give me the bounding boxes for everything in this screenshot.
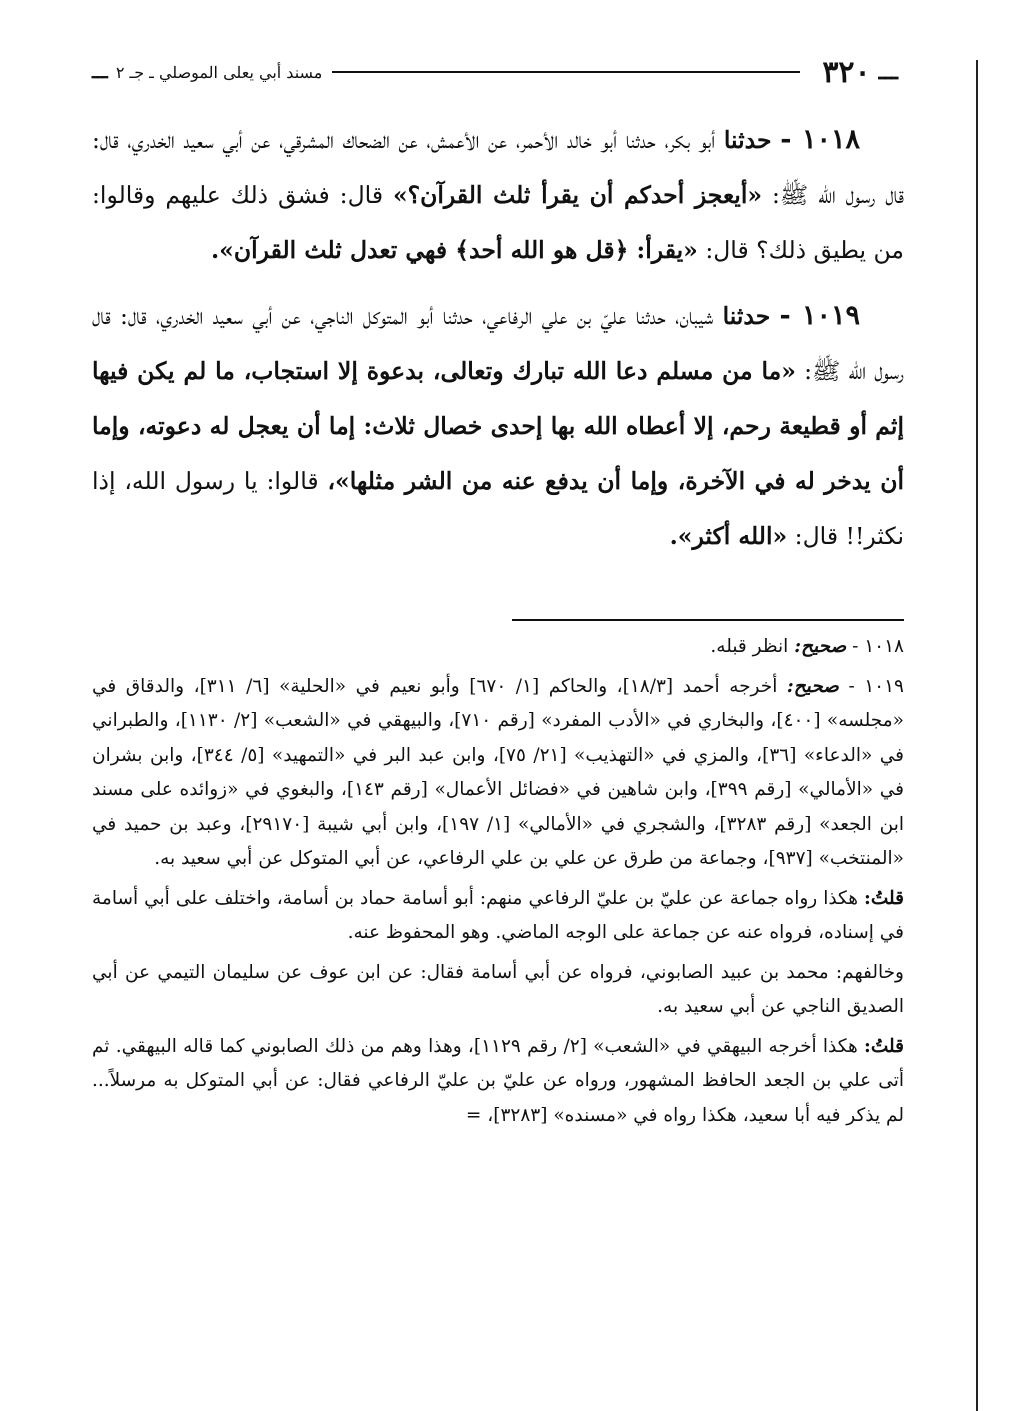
footnote-text: وخالفهم: محمد بن عبيد الصابوني، فرواه عن أبي أسامة فقال: عن ابن عوف عن سليمان التيمي عن أبي الصديق الناجي عن أبي سعيد به. xyxy=(92,961,904,1017)
footnote-1018 xyxy=(92,630,904,665)
header-rule xyxy=(332,71,800,73)
hadith-1019 xyxy=(92,288,904,564)
footnote-text: هكذا أخرجه البيهقي في «الشعب» [٢/ رقم ١١٢٩]، وهذا وهم من ذلك الصابوني كما قاله البيهقي. ثم أتى علي بن الجعد الحافظ المشهور، ورواه عن عليّ بن عليّ الرفاعي فقال: عن أبي المتوكل به مرسلاً... لم يذكر فيه أبا سعيد، هكذا رواه في «مسنده» [٣٢٨٣]، xyxy=(92,1035,904,1126)
footnote-qult-1 xyxy=(92,882,904,951)
prophetic-text: «أيعجز أحدكم أن يقرأ ثلث القرآن؟» xyxy=(392,181,763,209)
prophetic-text: «ما من مسلم دعا الله تبارك وتعالى، بدعوة إلا استجاب، ما لم يكن فيها إثم أو قطيعة رحم، إلا أعطاه الله بها إحدى خصال ثلاث: إما أن يعجل له دعوته، وإما أن يدخر له في الآخرة، وإما أن يدفع عنه من الشر مثلها»، xyxy=(92,357,904,495)
narration-text: قال: فشق ذلك عليهم وقالوا: من يطيق ذلك؟ قال: xyxy=(92,181,904,264)
page-number: ٣٢٠ xyxy=(822,54,871,90)
header-dash: ـــ xyxy=(878,59,898,85)
book-title: مسند أبي يعلى الموصلي ـ جـ ٢ xyxy=(115,62,323,82)
hadith-number: ١٠١٨ - xyxy=(780,124,860,155)
prophetic-text: «الله أكثر». xyxy=(669,522,788,550)
footnote-text: هكذا رواه جماعة عن عليّ بن عليّ الرفاعي منهم: أبو أسامة حماد بن أسامة، واختلف على أبي أسامة في إسناده، فرواه عنه عن جماعة على الوجه الماضي. وهو المحفوظ عنه. xyxy=(92,887,904,943)
qult-label: قلتُ: xyxy=(864,887,904,909)
hadith-number: ١٠١٩ - xyxy=(779,300,860,331)
footnote-number: ١٠١٩ - xyxy=(848,675,904,697)
hadith-chain: أبو بكر، حدثنا أبو خالد الأحمر، عن الأعمش، عن الضحاك المشرقي، عن أبي سعيد الخدري، قال: قال رسول الله ﷺ: xyxy=(92,126,904,209)
footnote-text: أخرجه أحمد [١٨/٣]، والحاكم [١/ ٦٧٠] وأبو نعيم في «الحلية» [٦/ ٣١١]، والدقاق في «مجلسه» [٤٠٠]، والبخاري في «الأدب المفرد» [رقم ٧١٠]، والبيهقي في «الشعب» [٢/ ١١٣٠]، والطبراني في «الدعاء» [٣٦]، والمزي في «التهذيب» [٢١/ ٧٥]، وابن عبد البر في «التمهيد» [٥/ ٣٤٤]، وابن بشران في «الأمالي» [رقم ٣٩٩]، وابن شاهين في «فضائل الأعمال» [رقم ١٤٣]، والبغوي في «زوائده على مسند ابن الجعد» [رقم ٣٢٨٣]، والشجري في «الأمالي» [١/ ١٩٧]، وابن أبي شيبة [٢٩١٧٠]، وعبد بن حميد في «المنتخب» [٩٣٧]، وجماعة من طرق عن علي بن علي الرفاعي، عن أبي المتوكل عن أبي سعيد به. xyxy=(92,675,904,869)
footnote-1019 xyxy=(92,670,904,877)
narration-text: قالوا: يا رسول الله، إذا نكثر!! قال: xyxy=(92,467,904,550)
hadith-chain: شيبان، حدثنا عليّ بن علي الرفاعي، حدثنا أبو المتوكل الناجي، عن أبي سعيد الخدري، قال: قال رسول الله ﷺ: xyxy=(92,302,904,385)
qult-label: قلتُ: xyxy=(864,1035,904,1057)
footnote-grade: صحيح: xyxy=(794,636,847,657)
footnote-text: انظر قبله. xyxy=(710,636,789,657)
hadith-lead: حدثنا xyxy=(722,302,771,330)
page-edge-line xyxy=(976,60,978,1411)
running-header xyxy=(92,52,898,92)
header-trailing-dash: ـــ xyxy=(92,61,108,83)
footnote-khalafahum xyxy=(92,956,904,1025)
hadith-1018 xyxy=(92,112,904,278)
footnotes xyxy=(92,630,904,1138)
footnote-separator xyxy=(512,619,904,621)
footnote-grade: صحيح: xyxy=(786,675,839,697)
prophetic-text: «يقرأ: ﴿قل هو الله أحد﴾ فهي تعدل ثلث القرآن». xyxy=(210,236,698,264)
footnote-qult-2 xyxy=(92,1030,904,1134)
footnote-number: ١٠١٨ - xyxy=(852,636,904,657)
main-text xyxy=(92,112,904,574)
continuation-mark: = xyxy=(465,1104,482,1126)
hadith-lead: حدثنا xyxy=(723,126,772,154)
